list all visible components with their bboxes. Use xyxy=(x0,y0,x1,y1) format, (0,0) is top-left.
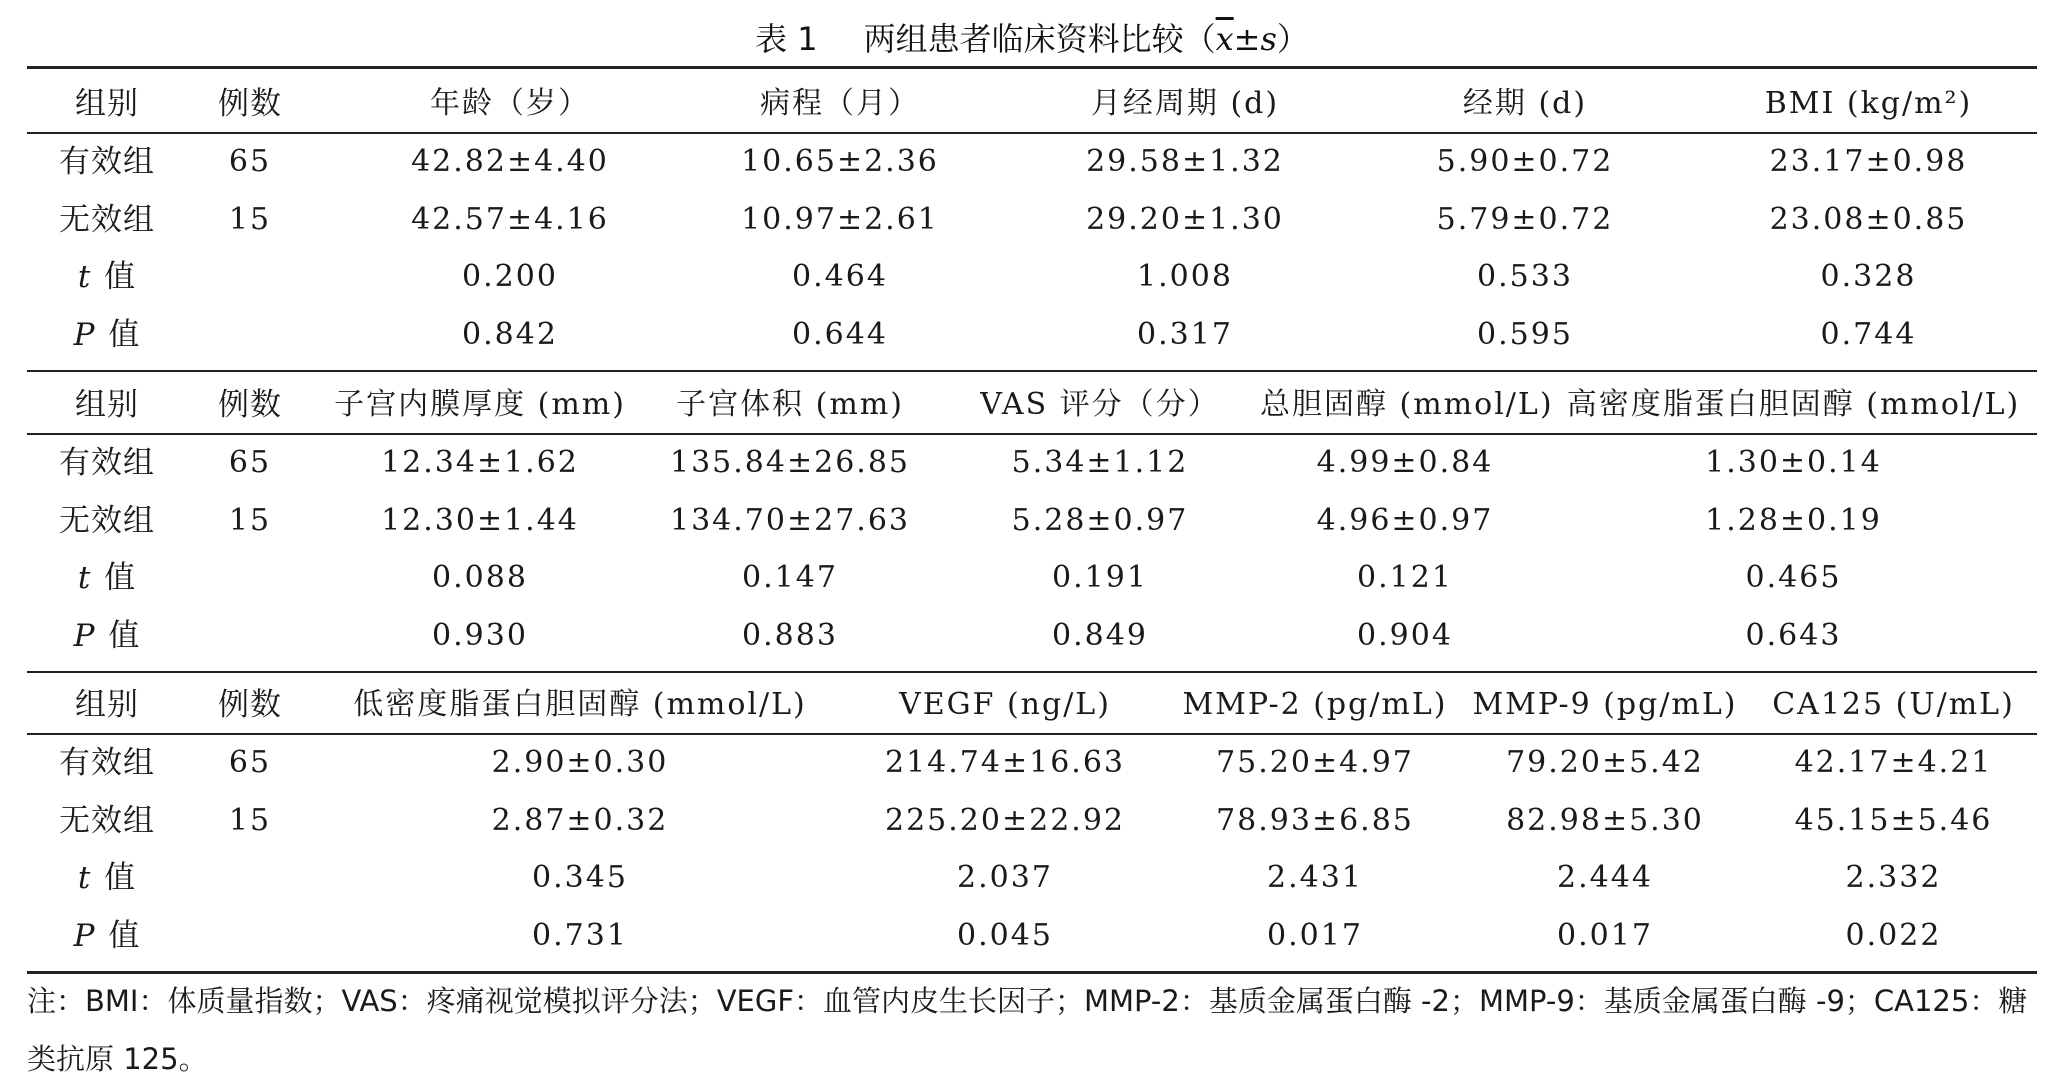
table-rule xyxy=(27,132,2037,134)
table-rule xyxy=(27,370,2037,372)
table-cell: 65 xyxy=(228,745,272,780)
column-header: 子宫内膜厚度 (mm) xyxy=(334,387,626,422)
column-header: MMP-9 (pg/mL) xyxy=(1472,687,1738,722)
table-cell: 79.20±5.42 xyxy=(1506,745,1704,780)
table-cell: 134.70±27.63 xyxy=(670,502,910,538)
table-cell: 23.08±0.85 xyxy=(1769,201,1968,237)
table-cell: 42.82±4.40 xyxy=(411,144,609,179)
table-cell: 1.30±0.14 xyxy=(1705,445,1882,480)
table-cell: 0.200 xyxy=(462,259,558,294)
table-cell: 29.20±1.30 xyxy=(1086,201,1284,237)
column-header: CA125 (U/mL) xyxy=(1772,687,2015,722)
column-header: 组别 xyxy=(75,86,139,122)
table-rule xyxy=(27,433,2037,435)
row-label: 有效组 xyxy=(59,144,155,180)
table-cell: 225.20±22.92 xyxy=(885,802,1125,838)
table-cell: 0.088 xyxy=(432,560,528,595)
table-rule xyxy=(27,733,2037,735)
table-cell: 0.744 xyxy=(1820,316,1917,352)
table-cell: 2.332 xyxy=(1845,860,1942,895)
table-cell: 29.58±1.32 xyxy=(1086,144,1284,179)
table-cell: 0.883 xyxy=(742,617,838,653)
table-cell: 0.022 xyxy=(1845,917,1942,953)
table-cell: 42.17±4.21 xyxy=(1794,745,1993,780)
table-cell: 0.644 xyxy=(792,316,888,352)
stat-symbol: P xyxy=(73,917,107,954)
row-label: 无效组 xyxy=(59,802,155,839)
column-header: BMI (kg/m²) xyxy=(1764,86,1973,121)
table-cell: 135.84±26.85 xyxy=(670,445,910,480)
stat-symbol: P xyxy=(73,316,107,353)
column-header: VEGF (ng/L) xyxy=(899,687,1111,722)
stat-symbol: t xyxy=(77,259,103,295)
table-cell: 65 xyxy=(228,144,272,179)
table-cell: 0.121 xyxy=(1357,560,1453,595)
row-label: t 值 xyxy=(77,860,137,896)
table-cell: 0.533 xyxy=(1477,259,1573,294)
table-cell: 2.87±0.32 xyxy=(491,802,669,838)
row-label: 有效组 xyxy=(59,745,155,781)
table-cell: 1.008 xyxy=(1137,259,1233,294)
table-cell: 0.317 xyxy=(1137,316,1233,352)
table-cell: 0.643 xyxy=(1745,617,1842,653)
table-cell: 82.98±5.30 xyxy=(1506,802,1704,838)
table-cell: 0.465 xyxy=(1745,560,1842,595)
row-label: 无效组 xyxy=(59,201,155,238)
row-label: 有效组 xyxy=(59,445,155,481)
column-header: 低密度脂蛋白胆固醇 (mmol/L) xyxy=(353,687,807,722)
table-cell: 12.34±1.62 xyxy=(381,445,579,480)
table-cell: 0.849 xyxy=(1052,617,1148,653)
column-header: 高密度脂蛋白胆固醇 (mmol/L) xyxy=(1566,387,2021,422)
column-header: 子宫体积 (mm) xyxy=(676,387,904,422)
table-footnote: 注：BMI：体质量指数；VAS：疼痛视觉模拟评分法；VEGF：血管内皮生长因子；MMP-2：基质金属蛋白酶 -2；MMP-9：基质金属蛋白酶 -9；CA125：糖类抗原 125。 xyxy=(27,984,2028,1076)
column-header: 例数 xyxy=(218,687,282,723)
row-label: P 值 xyxy=(73,917,141,954)
table-cell: 42.57±4.16 xyxy=(411,201,609,237)
table-cell: 0.842 xyxy=(462,316,558,352)
table-cell: 0.328 xyxy=(1820,259,1917,294)
table-cell: 214.74±16.63 xyxy=(885,745,1125,780)
row-label: P 值 xyxy=(73,617,141,654)
row-label: P 值 xyxy=(73,316,141,353)
column-header: MMP-2 (pg/mL) xyxy=(1182,687,1448,722)
table-cell: 1.28±0.19 xyxy=(1705,502,1882,538)
table-cell: 4.96±0.97 xyxy=(1316,502,1494,538)
table-cell: 5.34±1.12 xyxy=(1011,445,1189,480)
stat-symbol: P xyxy=(73,617,107,654)
table-cell: 0.904 xyxy=(1357,617,1453,653)
mean-symbol: $\overline{x}$ xyxy=(1215,20,1234,58)
table-number: 表 1 xyxy=(755,20,818,58)
table-cell: 45.15±5.46 xyxy=(1794,802,1993,838)
column-header: 年龄（岁） xyxy=(430,86,590,121)
row-label: t 值 xyxy=(77,560,137,596)
table-cell: 75.20±4.97 xyxy=(1216,745,1414,780)
table-cell: 2.90±0.30 xyxy=(491,745,669,780)
caption-close: ） xyxy=(1276,20,1309,58)
table-cell: 5.28±0.97 xyxy=(1011,502,1189,538)
table-cell: 0.731 xyxy=(532,917,628,953)
column-header: 病程（月） xyxy=(760,86,920,121)
row-label: t 值 xyxy=(77,259,137,295)
column-header: VAS 评分（分） xyxy=(980,387,1220,422)
table-cell: 15 xyxy=(228,201,272,237)
column-header: 例数 xyxy=(218,387,282,423)
table-cell: 0.017 xyxy=(1557,917,1653,953)
row-label: 无效组 xyxy=(59,502,155,539)
column-header: 组别 xyxy=(75,387,139,423)
table-cell: 0.930 xyxy=(432,617,528,653)
table-cell: 0.191 xyxy=(1052,560,1148,595)
table-cell: 2.431 xyxy=(1267,860,1363,895)
column-header: 总胆固醇 (mmol/L) xyxy=(1260,387,1554,422)
column-header: 例数 xyxy=(218,86,282,122)
column-header: 月经周期 (d) xyxy=(1090,86,1280,121)
stat-symbol: t xyxy=(77,560,103,596)
table-cell: 10.65±2.36 xyxy=(741,144,939,179)
column-header: 组别 xyxy=(75,687,139,723)
table-cell: 12.30±1.44 xyxy=(381,502,579,538)
table-cell: 15 xyxy=(228,502,272,538)
column-header: 经期 (d) xyxy=(1462,86,1588,121)
table-rule xyxy=(27,671,2037,673)
table-cell: 0.017 xyxy=(1267,917,1363,953)
table-cell: 0.595 xyxy=(1477,316,1573,352)
table-cell: 15 xyxy=(228,802,272,838)
table-title xyxy=(0,14,2064,64)
table-cell: 0.147 xyxy=(742,560,838,595)
table-cell: 78.93±6.85 xyxy=(1216,802,1414,838)
sd-symbol: ±s xyxy=(1233,20,1277,58)
table-cell: 5.79±0.72 xyxy=(1436,201,1614,237)
table-cell: 10.97±2.61 xyxy=(741,201,939,237)
table-cell: 0.464 xyxy=(792,259,888,294)
stat-symbol: t xyxy=(77,860,103,896)
table-caption: 两组患者临床资料比较（ xyxy=(863,20,1216,58)
table-cell: 5.90±0.72 xyxy=(1436,144,1614,179)
table-rule xyxy=(27,66,2037,69)
table-cell: 2.444 xyxy=(1557,860,1653,895)
table-cell: 23.17±0.98 xyxy=(1769,144,1968,179)
table-cell: 2.037 xyxy=(957,860,1053,895)
table-cell: 0.345 xyxy=(532,860,628,895)
table-cell: 4.99±0.84 xyxy=(1316,445,1494,480)
table-cell: 0.045 xyxy=(957,917,1053,953)
table-cell: 65 xyxy=(228,445,272,480)
